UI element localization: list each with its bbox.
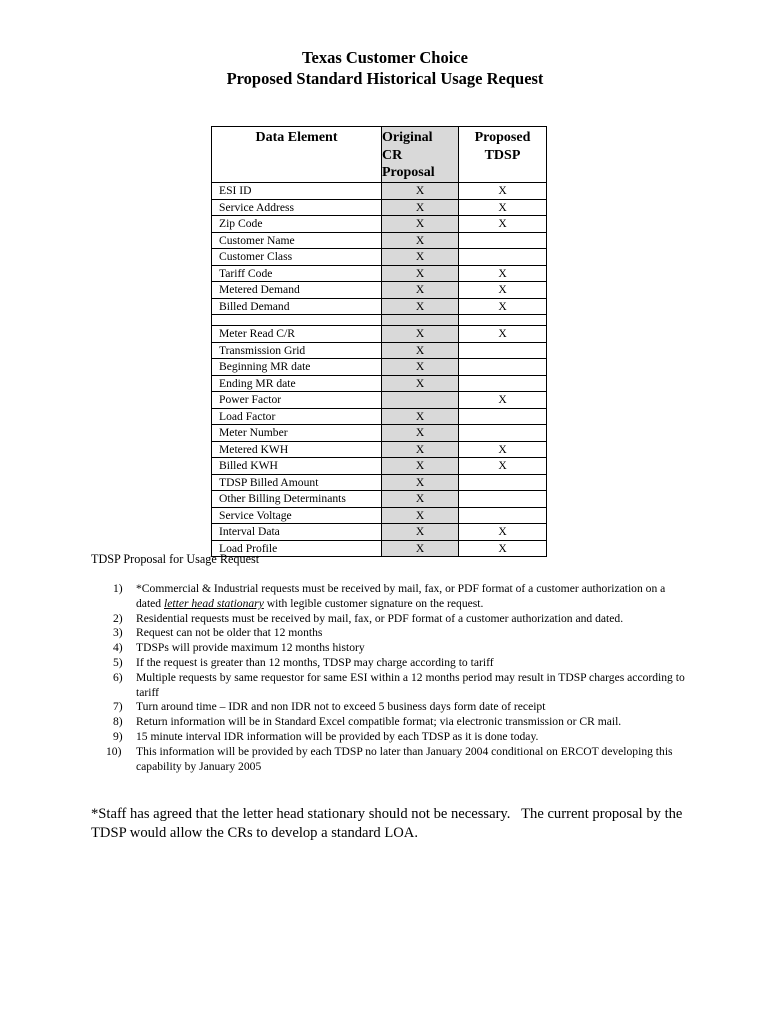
cell-proposed-tdsp (459, 342, 547, 359)
cell-proposed-tdsp: X (459, 199, 547, 216)
cell-original-cr: X (382, 491, 459, 508)
cell-original-cr: X (382, 298, 459, 315)
list-item-number: 6) (113, 670, 123, 684)
cell-data-element: Transmission Grid (212, 342, 382, 359)
table-row (212, 298, 547, 315)
header-data-element: Data Element (212, 127, 382, 183)
list-item-text: Request can not be older that 12 months (136, 626, 323, 640)
cell-original-cr (382, 392, 459, 409)
list-item-text: *Commercial & Industrial requests must be received by mail, fax, or PDF format of a customer authorization on a dated (136, 582, 666, 610)
table-row (212, 441, 547, 458)
cell-proposed-tdsp (459, 425, 547, 442)
table-row (212, 408, 547, 425)
cell-proposed-tdsp: X (459, 326, 547, 343)
table-row (212, 282, 547, 299)
list-item-text: Residential requests must be received by mail, fax, or PDF format of a customer authorization and dated. (136, 611, 624, 625)
table-row (212, 265, 547, 282)
list-item-number: 10) (106, 744, 122, 758)
page-title: Texas Customer Choice (302, 48, 468, 67)
list-item-text: Return information will be in Standard Excel compatible format; via electronic transmission or CR mail. (136, 715, 622, 729)
list-item-number: 5) (113, 655, 123, 669)
cell-data-element: Service Address (212, 199, 382, 216)
cell-original-cr: X (382, 216, 459, 233)
cell-data-element: Load Profile (212, 540, 382, 557)
header-original-cr-proposal: Original CR Proposal (382, 127, 459, 183)
cell-data-element: Customer Class (212, 249, 382, 266)
list-item-number: 8) (113, 715, 123, 729)
cell-proposed-tdsp (459, 375, 547, 392)
table-spacer-row (212, 315, 547, 326)
cell-data-element: Ending MR date (212, 375, 382, 392)
table-row (212, 474, 547, 491)
cell-original-cr: X (382, 232, 459, 249)
cell-data-element: Zip Code (212, 216, 382, 233)
cell-data-element: Customer Name (212, 232, 382, 249)
cell-data-element: ESI ID (212, 183, 382, 200)
cell-data-element: Billed Demand (212, 298, 382, 315)
notes-list (91, 582, 691, 774)
cell-proposed-tdsp: X (459, 183, 547, 200)
cell-proposed-tdsp: X (459, 441, 547, 458)
table-row (212, 183, 547, 200)
cell-proposed-tdsp: X (459, 540, 547, 557)
cell-proposed-tdsp (459, 491, 547, 508)
cell-original-cr: X (382, 359, 459, 376)
list-item (91, 700, 691, 715)
cell-data-element: Meter Number (212, 425, 382, 442)
cell-data-element: Other Billing Determinants (212, 491, 382, 508)
list-item-number: 2) (113, 611, 123, 625)
cell-data-element: Interval Data (212, 524, 382, 541)
cell-original-cr: X (382, 524, 459, 541)
list-item-number: 4) (113, 641, 123, 655)
list-item (91, 656, 691, 671)
cell-data-element: Beginning MR date (212, 359, 382, 376)
table-row (212, 425, 547, 442)
page-subtitle: Proposed Standard Historical Usage Request (226, 69, 544, 88)
cell-original-cr: X (382, 540, 459, 557)
list-item-text: This information will be provided by each TDSP no later than January 2004 conditional on ERCOT developing this capability by January 2005 (136, 744, 673, 773)
cell-original-cr: X (382, 282, 459, 299)
table-row (212, 458, 547, 475)
cell-original-cr: X (382, 408, 459, 425)
cell-original-cr: X (382, 441, 459, 458)
data-element-table (211, 126, 547, 557)
cell-proposed-tdsp: X (459, 298, 547, 315)
cell-proposed-tdsp: X (459, 216, 547, 233)
table-row (212, 491, 547, 508)
list-item (91, 671, 691, 701)
table-row (212, 216, 547, 233)
cell-proposed-tdsp (459, 232, 547, 249)
list-item (91, 612, 691, 627)
cell-proposed-tdsp: X (459, 458, 547, 475)
cell-proposed-tdsp (459, 474, 547, 491)
list-item-text: If the request is greater than 12 months, TDSP may charge according to tariff (136, 655, 494, 669)
list-item-number: 9) (113, 729, 123, 743)
list-item-number: 3) (113, 626, 123, 640)
cell-proposed-tdsp: X (459, 524, 547, 541)
list-item (91, 582, 691, 612)
list-item-text: Turn around time – IDR and non IDR not to exceed 5 business days form date of receipt (136, 700, 546, 714)
list-item-number: 7) (113, 700, 123, 714)
cell-data-element: Tariff Code (212, 265, 382, 282)
cell-proposed-tdsp (459, 359, 547, 376)
cell-data-element: Billed KWH (212, 458, 382, 475)
list-item (91, 745, 691, 775)
table-row (212, 232, 547, 249)
cell-proposed-tdsp (459, 507, 547, 524)
list-item-text: with legible customer signature on the request. (263, 596, 484, 610)
list-item (91, 715, 691, 730)
cell-data-element: Metered KWH (212, 441, 382, 458)
table-row (212, 249, 547, 266)
header-proposed-tdsp: Proposed TDSP (459, 127, 547, 183)
cell-data-element: Load Factor (212, 408, 382, 425)
list-item-text: Multiple requests by same requestor for same ESI within a 12 months period may result in TDSP charges according to tariff (136, 670, 685, 699)
list-item-text: TDSPs will provide maximum 12 months history (136, 641, 365, 655)
cell-proposed-tdsp (459, 249, 547, 266)
footer-note: *Staff has agreed that the letter head stationary should not be necessary. The current proposal by the TDSP would allow the CRs to develop a standard LOA. (91, 806, 686, 841)
cell-original-cr: X (382, 249, 459, 266)
table-row (212, 507, 547, 524)
table-row (212, 359, 547, 376)
table-row (212, 375, 547, 392)
table-row (212, 524, 547, 541)
cell-original-cr: X (382, 199, 459, 216)
cell-original-cr: X (382, 342, 459, 359)
table-row (212, 199, 547, 216)
cell-original-cr: X (382, 474, 459, 491)
cell-original-cr: X (382, 507, 459, 524)
table-row (212, 326, 547, 343)
underlined-term: letter head stationary (164, 596, 264, 610)
table-row (212, 540, 547, 557)
list-item-text: 15 minute interval IDR information will be provided by each TDSP as it is done today. (136, 729, 539, 743)
list-item (91, 641, 691, 656)
cell-original-cr: X (382, 375, 459, 392)
cell-original-cr: X (382, 183, 459, 200)
cell-data-element: Meter Read C/R (212, 326, 382, 343)
cell-proposed-tdsp: X (459, 392, 547, 409)
section-heading: TDSP Proposal for Usage Request (91, 552, 260, 566)
cell-data-element: Service Voltage (212, 507, 382, 524)
cell-proposed-tdsp (459, 408, 547, 425)
list-item (91, 730, 691, 745)
cell-original-cr: X (382, 265, 459, 282)
table-row (212, 392, 547, 409)
cell-data-element: Metered Demand (212, 282, 382, 299)
cell-proposed-tdsp: X (459, 265, 547, 282)
list-item-number: 1) (113, 582, 123, 595)
table-row (212, 342, 547, 359)
cell-original-cr: X (382, 458, 459, 475)
cell-proposed-tdsp: X (459, 282, 547, 299)
cell-original-cr: X (382, 326, 459, 343)
list-item (91, 626, 691, 641)
cell-data-element: TDSP Billed Amount (212, 474, 382, 491)
cell-data-element: Power Factor (212, 392, 382, 409)
cell-original-cr: X (382, 425, 459, 442)
